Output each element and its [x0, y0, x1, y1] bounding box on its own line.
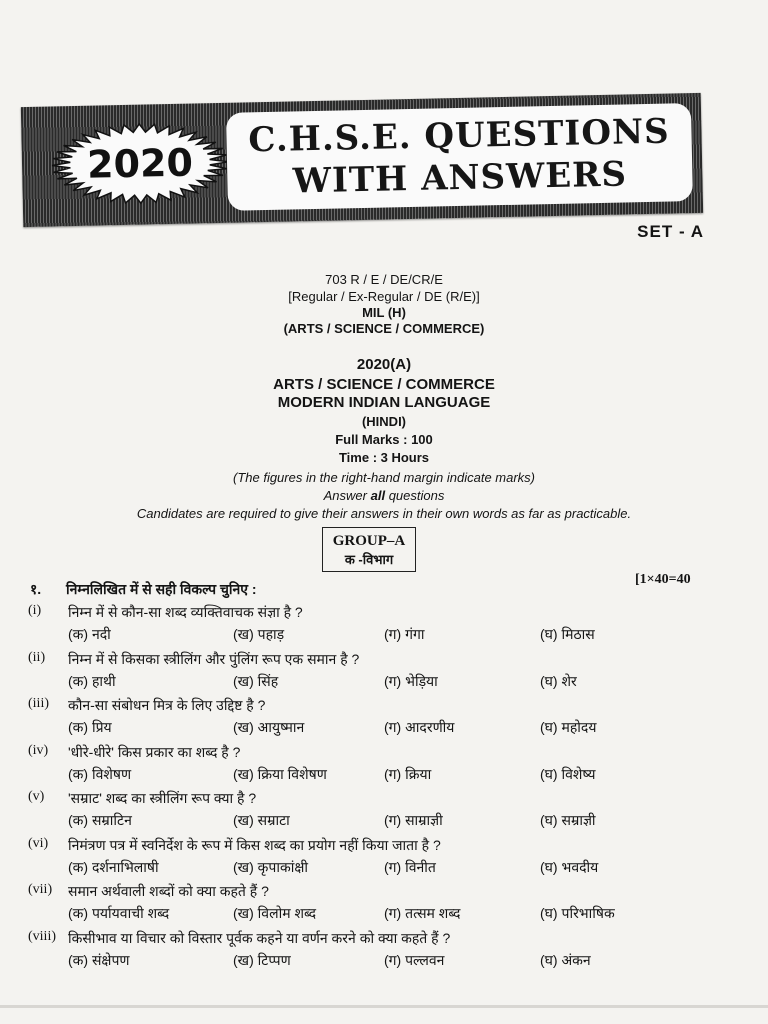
year-label: 2020	[86, 140, 194, 187]
question-text: 'सम्राट' शब्द का स्त्रीलिंग रूप क्या है ?	[68, 790, 257, 806]
marks-note: (The figures in the right-hand margin indicate marks)	[232, 470, 536, 485]
answer-instruction: Answer all questions	[323, 488, 445, 503]
question-option: (घ) सम्राज्ञी	[540, 812, 596, 828]
question-option: (ख) सिंह	[233, 673, 279, 689]
year-starburst	[49, 121, 231, 207]
question-option: (क) विशेषण	[68, 766, 132, 782]
question-option: (ग) विनीत	[384, 859, 436, 875]
question-option: (ख) क्रिया विशेषण	[233, 766, 327, 782]
question-option: (ग) तत्सम शब्द	[384, 905, 461, 921]
time-allowed: Time : 3 Hours	[338, 450, 430, 465]
question-option: (घ) परिभाषिक	[540, 905, 615, 921]
full-marks: Full Marks : 100	[335, 432, 433, 447]
question-option: (ख) टिप्पण	[233, 952, 291, 968]
question-option: (क) प्रिय	[68, 719, 112, 735]
section-instruction	[30, 580, 257, 599]
question-option: (क) सम्राटिन	[68, 812, 132, 828]
question-text: किसीभाव या विचार को विस्तार पूर्वक कहने या वर्णन करने को क्या कहते हैं ?	[68, 930, 451, 946]
question-option: (ग) साम्राज्ञी	[384, 812, 443, 828]
question-number: (vii)	[28, 882, 53, 897]
question-number: (v)	[28, 789, 45, 804]
question-number: (vi)	[28, 836, 49, 851]
question-option: (ग) आदरणीय	[384, 719, 455, 735]
group-heading-box	[322, 527, 416, 572]
question-option: (ख) सम्राटा	[233, 812, 290, 828]
question-number: (i)	[28, 603, 42, 618]
question-text: कौन-सा संबोधन मित्र के लिए उद्दिष्ट है ?	[68, 697, 266, 713]
question-option: (ख) आयुष्मान	[233, 719, 305, 735]
streams-short: (ARTS / SCIENCE / COMMERCE)	[283, 321, 485, 336]
question-option: (ग) भेड़िया	[384, 673, 438, 689]
question-text: निम्न में से किसका स्त्रीलिंग और पुंलिंग रूप एक समान है ?	[68, 651, 360, 667]
title-banner	[21, 93, 703, 227]
question-option: (ग) पल्लवन	[384, 952, 445, 968]
question-number: (ii)	[28, 650, 46, 665]
question-option: (घ) विशेष्य	[540, 766, 596, 782]
question-text: समान अर्थवाली शब्दों को क्या कहते हैं ?	[68, 883, 269, 899]
section-instruction-text: निम्नलिखित में से सही विकल्प चुनिए :	[66, 581, 257, 597]
exam-year: 2020(A)	[356, 356, 412, 373]
question-option: (क) दर्शनाभिलाषी	[68, 859, 159, 875]
section-number: १.	[30, 581, 42, 597]
question-option: (घ) महोदय	[540, 719, 597, 735]
paper-code: 703 R / E / DE/CR/E	[325, 272, 443, 287]
banner-title-box	[226, 103, 693, 211]
question-option: (घ) मिठास	[540, 626, 595, 642]
streams: ARTS / SCIENCE / COMMERCE	[273, 376, 495, 393]
question-option: (क) नदी	[68, 626, 111, 642]
banner-title-line-2: WITH ANSWERS	[292, 154, 628, 202]
question-option: (घ) अंकन	[540, 952, 591, 968]
question-option: (घ) भवदीय	[540, 859, 599, 875]
question-option: (क) पर्यायवाची शब्द	[68, 905, 170, 921]
banner-title-line-1: C.H.S.E. QUESTIONS	[248, 111, 670, 161]
question-option: (ख) विलोम शब्द	[233, 905, 317, 921]
subject-code: MIL (H)	[362, 305, 406, 320]
page-bottom-edge	[0, 1005, 768, 1008]
question-option: (क) संक्षेपण	[68, 952, 130, 968]
question-option: (ग) क्रिया	[384, 766, 432, 782]
candidates-instruction: Candidates are required to give their answers in their own words as far as practicable.	[136, 506, 632, 521]
question-text: निम्न में से कौन-सा शब्द व्यक्तिवाचक संज्ञा है ?	[68, 604, 303, 620]
exam-mode: [Regular / Ex-Regular / DE (R/E)]	[288, 289, 480, 304]
question-number: (viii)	[28, 929, 56, 944]
question-option: (क) हाथी	[68, 673, 116, 689]
section-marks: [1×40=40	[635, 572, 691, 587]
question-option: (ग) गंगा	[384, 626, 425, 642]
question-option: (घ) शेर	[540, 673, 577, 689]
set-label: SET - A	[637, 222, 704, 241]
question-number: (iv)	[28, 743, 49, 758]
subject-title: MODERN INDIAN LANGUAGE	[277, 394, 491, 411]
group-subtitle: क -विभाग	[344, 551, 394, 567]
group-title: GROUP–A	[332, 532, 406, 549]
question-option: (ख) पहाड़	[233, 626, 285, 642]
question-text: निमंत्रण पत्र में स्वनिर्देश के रूप में किस शब्द का प्रयोग नहीं किया जाता है ?	[68, 837, 441, 853]
question-number: (iii)	[28, 696, 49, 711]
question-option: (ख) कृपाकांक्षी	[233, 859, 309, 875]
question-text: 'धीरे-धीरे' किस प्रकार का शब्द है ?	[68, 744, 241, 760]
language: (HINDI)	[361, 414, 407, 429]
